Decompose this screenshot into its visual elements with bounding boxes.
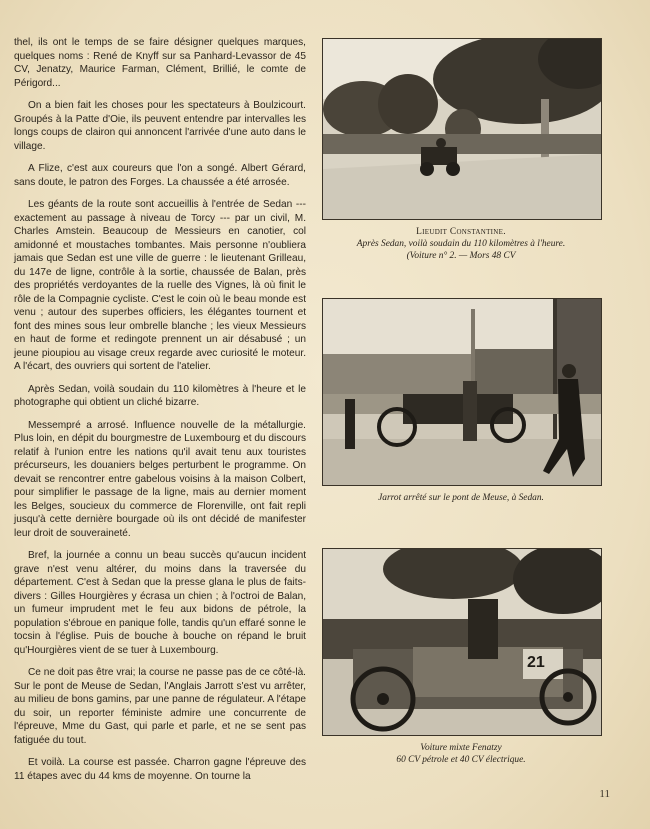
article-paragraph: Les géants de la route sont accueillis à l'entrée de Sedan --- exactement au passage à niveau de Torcy --- par un civil, M. Charles Amstein. Beaucoup de Messieurs en canotier, col amidonné et moustaches tombantes. Mais personne n'oubliera jamais que Sedan est une ville de guerre : le lieutenant Grilleau, du 147e de ligne, contrôle à la sortie, chaussée de Balan, près des propriétés verdoyantes de la ruelle des Vignes, là où finit le rôle de la Compagnie cycliste. C'est le coin où le beau monde est venu ; autour des superbes officiers, les élégantes tournent et font des mines sous leur ombrelle blanche ; les vieux Messieurs en haut de forme et redingote prennent un air désabusé ; un jeune pioupiou au visage creux regarde avec curiosité le moteur. A l'écart, des ouvriers qui sortent de l'atelier. <box>14 199 307 372</box>
figure-caption: 60 CV pétrole et 40 CV électrique. <box>396 755 526 765</box>
photo-car-on-bridge <box>322 298 602 486</box>
article-paragraph: Ce ne doit pas être vrai; la course ne passe pas de ce côté-là. Sur le pont de Meuse de Sedan, l'Anglais Jarrott s'est vu arrêter, au milieu de bons gamins, par une panne de régulateur. A l'étape du soir, un reporter féministe admire une concurrente de l'épreuve, Mme du Gast, qui parle et parle, et ne se sent pas fatiguée du tout. <box>14 667 306 746</box>
article-column <box>14 36 306 792</box>
article-paragraph: Messempré a arrosé. Influence nouvelle de la métallurgie. Plus loin, en dépit du bourgmestre de Luxembourg et du discours relatif à l'union entre les nations qu'il avait tenu aux touristes précurseurs, les douaniers belges perturbent le programme. On devait se rencontrer entre gabelous voisins à la maison Colbert, pour simplifier le passage de la ligne, mais au dernier moment les Belges, soucieux du commerce de Florenville, ont fait repli jusqu'à cette dernière bourgade où ils ont décidé de manifester leur droit de souveraineté. <box>14 419 306 539</box>
figure-caption: Après Sedan, voilà soudain du 110 kilomètres à l'heure. <box>356 239 566 249</box>
figure-constantine <box>322 38 600 262</box>
figure-caption: Jarrot arrêté sur le pont de Meuse, à Sedan. <box>378 493 544 503</box>
figure-fenatzy <box>322 548 600 766</box>
article-paragraph: Bref, la journée a connu un beau succès qu'aucun incident grave n'est venu altérer, du moins dans la traversée du département. C'est à Sedan que la presse glana le plus de faits-divers : Gilles Hourgières y écrasa un chien ; à l'octroi de Balan, un fumeur imprudent met le feu aux bidons de pétrole, la population s'ébroue en panique folle, tandis qu'un effaré sonne le tocsin à l'église. Puis de bouche à bouche on répand le bruit qu'Hourgières vient de se tuer à Luxembourg. <box>14 550 306 656</box>
page-number: 11 <box>599 788 610 800</box>
photo-mixed-car-with-crowd <box>322 548 602 736</box>
article-paragraph: Après Sedan, voilà soudain du 110 kilomètres à l'heure et le photographe qui obtient un cliché bizarre. <box>14 383 306 408</box>
car-number-plate: 21 <box>527 654 545 671</box>
figure-caption: (Voiture n° 2. — Mors 48 CV <box>406 251 516 261</box>
article-paragraph: On a bien fait les choses pour les spectateurs à Boulzicourt. Groupés à la Patte d'Oie, ils peuvent entendre par intervalles les longs coups de clairon qui annoncent l'arrivée d'une auto dans le village. <box>14 100 306 152</box>
article-paragraph: A Flize, c'est aux coureurs que l'on a songé. Albert Gérard, sans doute, le patron des Forges. La chaussée a été arrosée. <box>14 163 306 188</box>
figure-jarrot <box>322 298 600 504</box>
article-paragraph: Et voilà. La course est passée. Charron gagne l'épreuve des 11 étapes avec du 44 kms de moyenne. On tourne la <box>14 757 306 782</box>
figure-caption-title: Lieudit Constantine. <box>416 227 506 237</box>
article-paragraph: thel, ils ont le temps de se faire désigner quelques marques, quelques noms : René de Knyff sur sa Panhard-Levassor de 45 CV, Jenatzy, Maurice Farman, Clément, Brillié, le comte de Périgord... <box>14 37 306 89</box>
figure-caption: Voiture mixte Fenatzy <box>420 743 502 753</box>
photo-race-car-on-road <box>322 38 602 220</box>
